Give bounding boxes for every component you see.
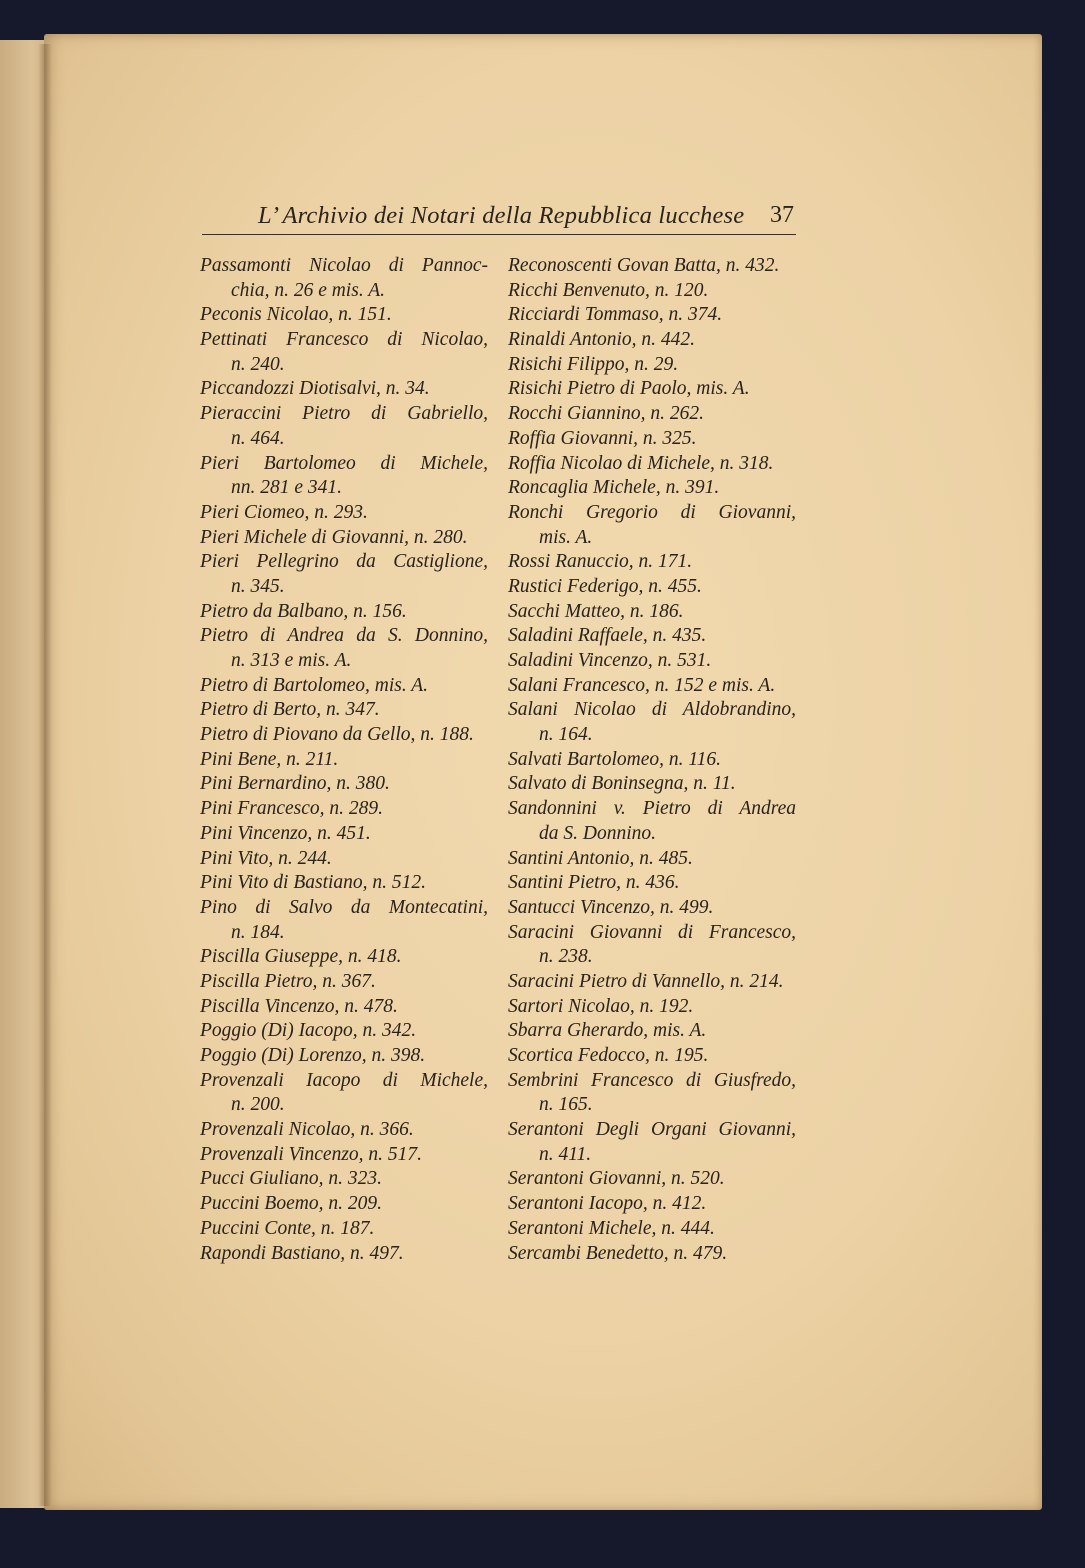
index-entry-continuation: n. 240.	[231, 353, 285, 375]
index-entry: Pettinati Francesco di Nicolao,	[200, 329, 488, 351]
index-entry: Pino di Salvo da Montecatini,	[200, 896, 488, 918]
index-entry: Saladini Raffaele, n. 435.	[508, 625, 707, 647]
index-entry: Saracini Giovanni di Francesco,	[508, 921, 796, 943]
index-entry-continuation: n. 164.	[539, 724, 593, 746]
index-entry: Sembrini Francesco di Giusfredo,	[508, 1069, 796, 1091]
index-entry: Pucci Giuliano, n. 323.	[200, 1168, 382, 1190]
index-entry-continuation: mis. A.	[539, 526, 593, 548]
index-entry: Pini Vito, n. 244.	[200, 847, 332, 869]
index-entry: Roffia Nicolao di Michele, n. 318.	[508, 452, 774, 474]
index-entry: Sercambi Benedetto, n. 479.	[508, 1242, 728, 1264]
index-entry: Salani Nicolao di Aldobrandino,	[508, 699, 796, 721]
index-entry: Puccini Boemo, n. 209.	[200, 1193, 382, 1215]
index-entry: Sacchi Matteo, n. 186.	[508, 600, 684, 622]
index-entry: Sandonnini v. Pietro di Andrea	[508, 798, 796, 820]
index-entry: Salani Francesco, n. 152 e mis. A.	[508, 674, 776, 696]
page-gutter	[38, 44, 52, 1506]
index-column-right	[508, 254, 796, 1266]
index-entry: Pini Bene, n. 211.	[200, 748, 339, 770]
index-entry: Salvato di Boninsegna, n. 11.	[508, 773, 736, 795]
index-entry: Serantoni Michele, n. 444.	[508, 1217, 715, 1239]
index-entry: Provenzali Nicolao, n. 366.	[200, 1119, 414, 1141]
index-entry: Rocchi Giannino, n. 262.	[508, 403, 705, 425]
index-entry: Saladini Vincenzo, n. 531.	[508, 650, 712, 671]
index-entry: Santini Pietro, n. 436.	[508, 872, 680, 894]
index-entry: Roffia Giovanni, n. 325.	[508, 427, 697, 449]
index-entry: Poggio (Di) Lorenzo, n. 398.	[200, 1045, 426, 1066]
index-entry: Pietro da Balbano, n. 156.	[200, 600, 407, 622]
index-entry: Santini Antonio, n. 485.	[508, 847, 693, 869]
index-entry: Pini Vincenzo, n. 451.	[200, 822, 371, 844]
index-entry: Pieri Michele di Giovanni, n. 280.	[200, 526, 468, 548]
index-entry: Sartori Nicolao, n. 192.	[508, 995, 694, 1017]
index-entry: Sbarra Gherardo, mis. A.	[508, 1020, 707, 1042]
index-entry: Peconis Nicolao, n. 151.	[200, 304, 392, 326]
index-entry: Pietro di Bartolomeo, mis. A.	[200, 674, 429, 696]
index-entry: Piscilla Pietro, n. 367.	[200, 970, 376, 992]
index-entry-continuation: n. 238.	[539, 946, 593, 968]
index-entry: Ricciardi Tommaso, n. 374.	[508, 304, 723, 326]
index-entry: Rustici Federigo, n. 455.	[508, 575, 702, 597]
index-entry: Provenzali Vincenzo, n. 517.	[200, 1143, 423, 1165]
index-entry: Ronchi Gregorio di Giovanni,	[508, 501, 796, 523]
index-entry: Risichi Pietro di Paolo, mis. A.	[508, 378, 750, 400]
index-entry: Provenzali Iacopo di Michele,	[200, 1069, 488, 1091]
index-entry: Santucci Vincenzo, n. 499.	[508, 896, 714, 918]
index-column-left	[200, 254, 488, 1266]
index-entry: Rossi Ranuccio, n. 171.	[508, 551, 693, 573]
index-entry: Pini Francesco, n. 289.	[200, 798, 384, 820]
index-entry-continuation: n. 345.	[231, 575, 285, 597]
index-entry: Passamonti Nicolao di Pannoc-	[200, 255, 488, 276]
running-title: L’ Archivio dei Notari della Repubblica lucchese	[258, 202, 745, 229]
page-number: 37	[770, 202, 794, 228]
index-entry: Rinaldi Antonio, n. 442.	[508, 329, 696, 351]
index-entry: Piscilla Giuseppe, n. 418.	[200, 946, 402, 968]
index-entry: Serantoni Iacopo, n. 412.	[508, 1193, 707, 1215]
index-entry: Risichi Filippo, n. 29.	[508, 353, 679, 375]
index-entry: Pietro di Andrea da S. Donnino,	[200, 625, 488, 647]
index-entry: Reconoscenti Govan Batta, n. 432.	[508, 255, 780, 276]
index-entry: Scortica Fedocco, n. 195.	[508, 1045, 709, 1066]
index-entry-continuation: n. 313 e mis. A.	[231, 650, 352, 671]
index-entry: Pieri Pellegrino da Castiglione,	[200, 551, 488, 573]
index-entry: Pini Bernardino, n. 380.	[200, 773, 390, 795]
index-entry: Pieraccini Pietro di Gabriello,	[200, 403, 488, 425]
index-entry: Piccandozzi Diotisalvi, n. 34.	[200, 378, 430, 400]
index-entry: Saracini Pietro di Vannello, n. 214.	[508, 970, 784, 992]
index-entry: Puccini Conte, n. 187.	[200, 1217, 375, 1239]
index-entry: Pini Vito di Bastiano, n. 512.	[200, 872, 427, 894]
index-entry: Piscilla Vincenzo, n. 478.	[200, 995, 398, 1017]
index-entry-continuation: n. 184.	[231, 921, 285, 943]
index-entry-continuation: n. 165.	[539, 1094, 593, 1116]
index-entry: Pietro di Piovano da Gello, n. 188.	[200, 724, 474, 746]
index-entry: Poggio (Di) Iacopo, n. 342.	[200, 1020, 417, 1042]
index-entry: Pietro di Berto, n. 347.	[200, 699, 380, 721]
index-entry: Serantoni Degli Organi Giovanni,	[508, 1119, 796, 1141]
index-entry-continuation: n. 464.	[231, 427, 285, 449]
index-entry-continuation: n. 200.	[231, 1094, 285, 1116]
index-entry: Roncaglia Michele, n. 391.	[508, 477, 720, 499]
index-entry: Salvati Bartolomeo, n. 116.	[508, 748, 722, 770]
index-entry: Ricchi Benvenuto, n. 120.	[508, 279, 709, 301]
index-entry-continuation: da S. Donnino.	[539, 822, 656, 844]
index-entry-continuation: n. 411.	[539, 1143, 592, 1165]
index-entry-continuation: chia, n. 26 e mis. A.	[231, 279, 386, 301]
index-entry: Serantoni Giovanni, n. 520.	[508, 1168, 725, 1190]
index-entry: Rapondi Bastiano, n. 497.	[200, 1242, 404, 1264]
page-header	[202, 200, 796, 235]
index-entry-continuation: nn. 281 e 341.	[231, 477, 343, 499]
index-entry: Pieri Bartolomeo di Michele,	[200, 452, 488, 474]
index-entry: Pieri Ciomeo, n. 293.	[200, 501, 368, 523]
